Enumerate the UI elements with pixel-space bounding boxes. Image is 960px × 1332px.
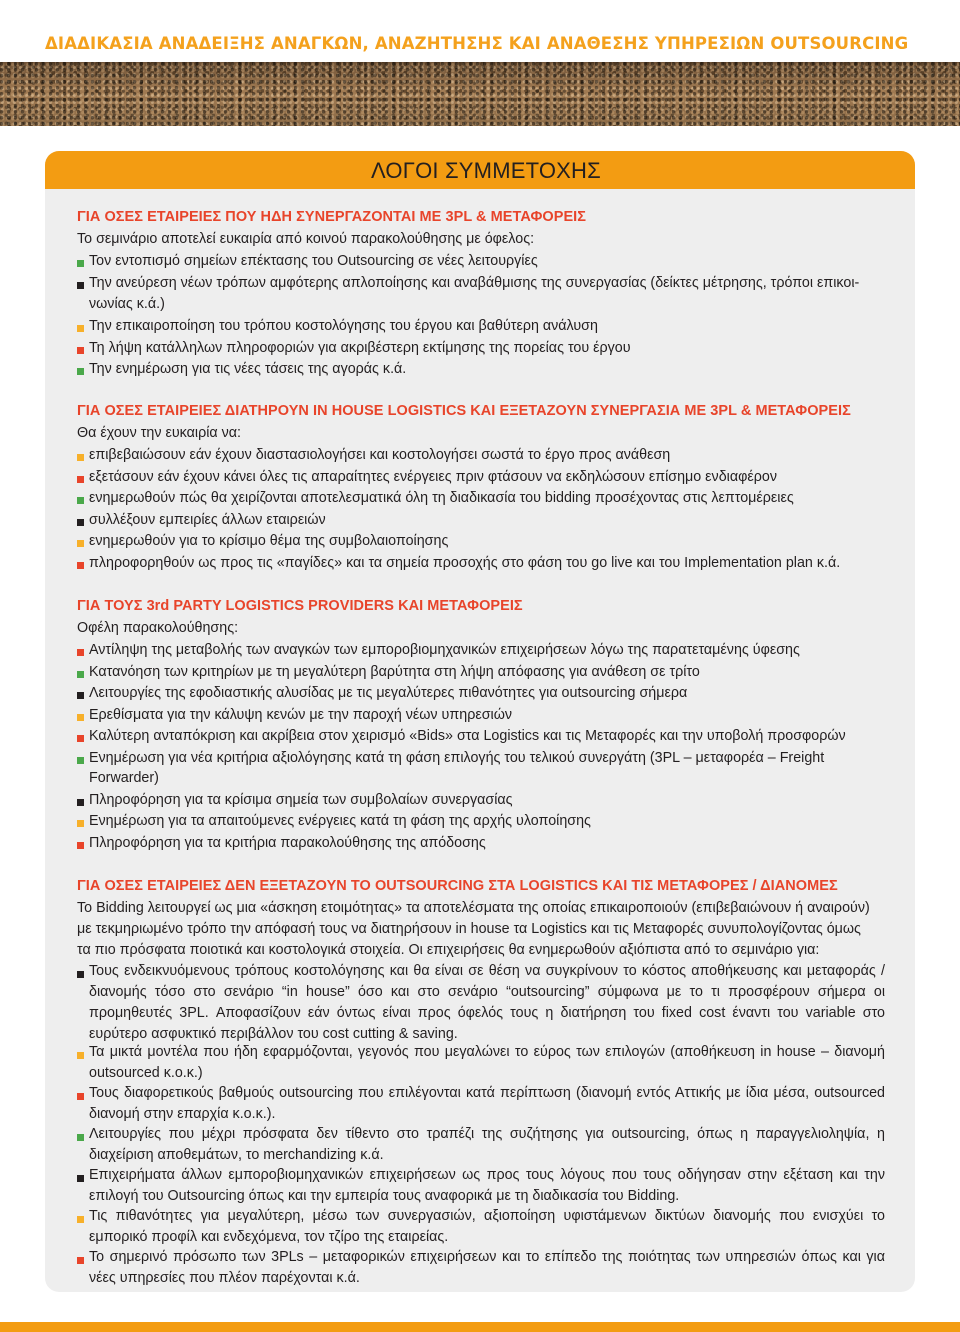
list-item: Ερεθίσματα για την κάλυψη κενών με την παροχή νέων υπηρεσιών — [89, 707, 513, 723]
list-item: Λειτουργίες που μέχρι πρόσφατα δεν τίθεντο στο τραπέζι της συζήτησης για outsourcing, όπως η παραγγελιοληψία, η διαχείριση αποθεμάτων, το merchandizing κ.ά. — [89, 1126, 885, 1163]
list-item: Επιχειρήματα άλλων εμπορoβιομηχανικών επιχειρήσεων ως προς τους λόγους που τους οδήγησαν στην εξέταση και την επιλογή του Outsourcing όπως και την εμπειρία τους αναφορικά με τη διαδικασία του Bidding. — [89, 1167, 885, 1204]
bullet-red-icon — [77, 476, 84, 483]
section-4-intro-line: Το Bidding λειτουργεί ως μια «άσκηση ετοιμότητας» τα αποτελέσματα της οποίας επικαιροποιούν (επιβεβαιώνουν ή αναιρούν) — [77, 900, 870, 916]
list-item: Ενημέρωση για νέα κριτήρια αξιολόγησης κατά τη φάση επιλογής του τελικού συνεργάτη (3PL – μεταφορέα – Freight — [89, 750, 825, 766]
document-title: ΔΙΑΔΙΚΑΣΙΑ ΑΝΑΔΕΙΞΗΣ ΑΝΑΓΚΩΝ, ΑΝΑΖΗΤΗΣΗΣ ΚΑΙ ΑΝΑΘΕΣΗΣ ΥΠΗΡΕΣΙΩΝ OUTSOURCING — [45, 34, 909, 53]
bullet-yellow-icon — [77, 820, 84, 827]
section-4-intro-line: τα πιο πρόσφατα ποιοτικά και κοστολογικά στοιχεία. Οι επιχειρήσεις θα ενημερωθούν αξιόπιστα από το σεμινάριο για: — [77, 942, 820, 958]
bottom-accent-bar — [0, 1322, 960, 1332]
section-1-title: ΓΙΑ ΟΣΕΣ ΕΤΑΙΡΕΙΕΣ ΠΟΥ ΗΔΗ ΣΥΝΕΡΓΑΖΟΝΤΑΙ ΜΕ 3PL & ΜΕΤΑΦΟΡΕΙΣ — [77, 209, 587, 225]
list-item: Την επικαιροποίηση του τρόπου κοστολόγησης του έργου και βαθύτερη ανάλυση — [89, 318, 598, 334]
list-item: ενημερωθούν πώς θα χειρίζονται αποτελεσματικά όλη τη διαδικασία του bidding προσέχοντας στις λεπτομέρειες — [89, 490, 794, 506]
section-3-title: ΓΙΑ ΤΟΥΣ 3rd PARTY LOGISTICS PROVIDERS ΚΑΙ ΜΕΤΑΦΟΡΕΙΣ — [77, 598, 523, 614]
list-item: Την ενημέρωση για τις νέες τάσεις της αγοράς κ.ά. — [89, 361, 407, 377]
bullet-red-icon — [77, 562, 84, 569]
section-3-intro: Οφέλη παρακολούθησης: — [77, 620, 239, 636]
bullet-green-icon — [77, 260, 84, 267]
bullet-black-icon — [77, 519, 84, 526]
gravel-banner-image — [0, 62, 960, 126]
list-item: Καλύτερη ανταπόκριση και ακρίβεια στον χειρισμό «Bids» στα Logistics και τις Μεταφορές και την υποβολή προσφορών — [89, 728, 846, 744]
bullet-black-icon — [77, 692, 84, 699]
list-item: Το σημερινό πρόσωπο των 3PLs – μεταφορικών επιχειρήσεων και το επίπεδο της ποιότητας των υπηρεσιών όπως και για νέες υπηρεσίες που πλέον παρέχονται κ.ά. — [89, 1249, 885, 1286]
list-item: Τις πιθανότητες για μεγαλύτερη, μέσω των συνεργασιών, αξιοποίηση υφιστάμενων δικτύων διανομής που ενισχύει το εμπορικό προφίλ και ενδεχόμενα, τον τζίρο της εταιρείας. — [89, 1208, 885, 1245]
list-item: Πληροφόρηση για τα κρίσιμα σημεία των συμβολαίων συνεργασίας — [89, 792, 513, 808]
section-1-intro: Το σεμινάριο αποτελεί ευκαιρία από κοινού παρακολούθησης με όφελος: — [77, 231, 535, 247]
bullet-black-icon — [77, 1175, 84, 1182]
bullet-red-icon — [77, 735, 84, 742]
bullet-yellow-icon — [77, 540, 84, 547]
bullet-green-icon — [77, 671, 84, 678]
section-2-intro: Θα έχουν την ευκαιρία να: — [77, 425, 242, 441]
bullet-yellow-icon — [77, 1052, 84, 1059]
list-item: Κατανόηση των κριτηρίων με τη μεγαλύτερη βαρύτητα στη λήψη απόφασης για ανάθεση σε τρίτο — [89, 664, 700, 680]
bullet-red-icon — [77, 347, 84, 354]
section-2-title: ΓΙΑ ΟΣΕΣ ΕΤΑΙΡΕΙΕΣ ΔΙΑΤΗΡΟΥΝ IN HOUSE LOGISTICS ΚΑΙ ΕΞΕΤΑΖΟΥΝ ΣΥΝΕΡΓΑΣΙΑ ΜΕ 3PL & ΜΕΤΑΦΟΡΕΙΣ — [77, 403, 851, 419]
list-item: Τα μικτά μοντέλα που ήδη εφαρμόζονται, γεγονός που μεγαλώνει το εύρος των επιλογών (αποθήκευση in house – διανομή outsourced κ.ο.κ.) — [89, 1044, 885, 1081]
list-item: Λειτουργίες της εφοδιαστικής αλυσίδας με τις μεγαλύτερες πιθανότητες για outsourcing σήμερα — [89, 685, 688, 701]
bullet-black-icon — [77, 971, 84, 978]
list-item: Αντίληψη της μεταβολής των αναγκών των εμπορoβιομηχανικών επιχειρήσεων λόγω της παρατεταμένης ύφεσης — [89, 642, 800, 658]
bullet-red-icon — [77, 1093, 84, 1100]
section-4-intro-line: με τεκμηριωμένο τρόπο την απόφασή τους να διατηρήσουν in house τα Logistics και τις Μεταφορές συνυπολογίζοντας όμως — [77, 921, 861, 937]
bullet-yellow-icon — [77, 325, 84, 332]
list-item: επιβεβαιώσουν εάν έχουν διαστασιολογήσει και κοστολογήσει σωστά το έργο προς ανάθεση — [89, 447, 671, 463]
panel-title: ΛΟΓΟΙ ΣΥΜΜΕΤΟΧΗΣ — [371, 158, 601, 183]
bullet-black-icon — [77, 799, 84, 806]
bullet-red-icon — [77, 842, 84, 849]
list-item: Την ανεύρεση νέων τρόπων αμφότερης απλοποίησης και αναβάθμισης της συνεργασίας (δείκτες μέτρησης, τρόποι επικοι- — [89, 275, 860, 291]
list-item: Τους διαφορετικούς βαθμούς outsourcing που επιλέγονται κατά περίπτωση (διανομή εντός Αττικής με ίδια μέσα, outsourced διανομή στην επαρχία κ.ο.κ.). — [89, 1085, 885, 1122]
bullet-green-icon — [77, 497, 84, 504]
reasons-panel — [45, 151, 915, 1292]
list-item: Πληροφόρηση για τα κριτήρια παρακολούθησης της απόδοσης — [89, 835, 486, 851]
bullet-yellow-icon — [77, 714, 84, 721]
bullet-green-icon — [77, 757, 84, 764]
list-item: Ενημέρωση για τα απαιτούμενες ενέργειες κατά τη φάση της αρχής υλοποίησης — [89, 813, 591, 829]
section-4-title: ΓΙΑ ΟΣΕΣ ΕΤΑΙΡΕΙΕΣ ΔΕΝ ΕΞΕΤΑΖΟΥΝ ΤΟ OUTSOURCING ΣΤΑ LOGISTICS ΚΑΙ ΤΙΣ ΜΕΤΑΦΟΡΕΣ / ΔΙΑΝΟΜΕΣ — [77, 878, 838, 894]
bullet-green-icon — [77, 1134, 84, 1141]
list-item-continuation: νωνίας κ.ά.) — [89, 296, 165, 312]
list-item: συλλέξουν εμπειρίες άλλων εταιρειών — [89, 512, 326, 528]
list-item: πληροφορηθούν ως προς τις «παγίδες» και τα σημεία προσοχής στο φάση του go live και του Implementation plan κ.ά. — [89, 555, 841, 571]
list-item: Τον εντοπισμό σημείων επέκτασης του Outsourcing σε νέες λειτουργίες — [89, 253, 538, 269]
bullet-yellow-icon — [77, 454, 84, 461]
list-item: Τους ενδεικνυόμενους τρόπους κοστολόγησης και θα είναι σε θέση να συγκρίνουν το κόστος αποθήκευσης και μεταφοράς / διανομής τόσο στο σενάριο “in house” όσο και στο σενάριο “outsourcing” σύμφωνα με το τι προσφέρουν σήμερα οι προμηθευτές 3PL. Αποφασίζουν εάν όντως είναι προς όφελός τους η διατήρηση του fixed cost έναντι του variable στο ευρύτερο ασφυκτικό περιβάλλον του cost cutting & saving. — [89, 963, 885, 1042]
list-item: ενημερωθούν για το κρίσιμο θέμα της συμβολαιοποίησης — [89, 533, 449, 549]
bullet-red-icon — [77, 649, 84, 656]
list-item: Τη λήψη κατάλληλων πληροφοριών για ακριβέστερη εκτίμησης της πορείας του έργου — [89, 340, 631, 356]
panel-header — [45, 151, 915, 189]
bullet-green-icon — [77, 368, 84, 375]
bullet-red-icon — [77, 1257, 84, 1264]
list-item-continuation: Forwarder) — [89, 770, 159, 786]
bullet-yellow-icon — [77, 1216, 84, 1223]
bullet-black-icon — [77, 282, 84, 289]
list-item: εξετάσουν εάν έχουν κάνει όλες τις απαραίτητες ενέργειες πριν φτάσουν να εκδηλώσουν επίσημο ενδιαφέρον — [89, 469, 777, 485]
